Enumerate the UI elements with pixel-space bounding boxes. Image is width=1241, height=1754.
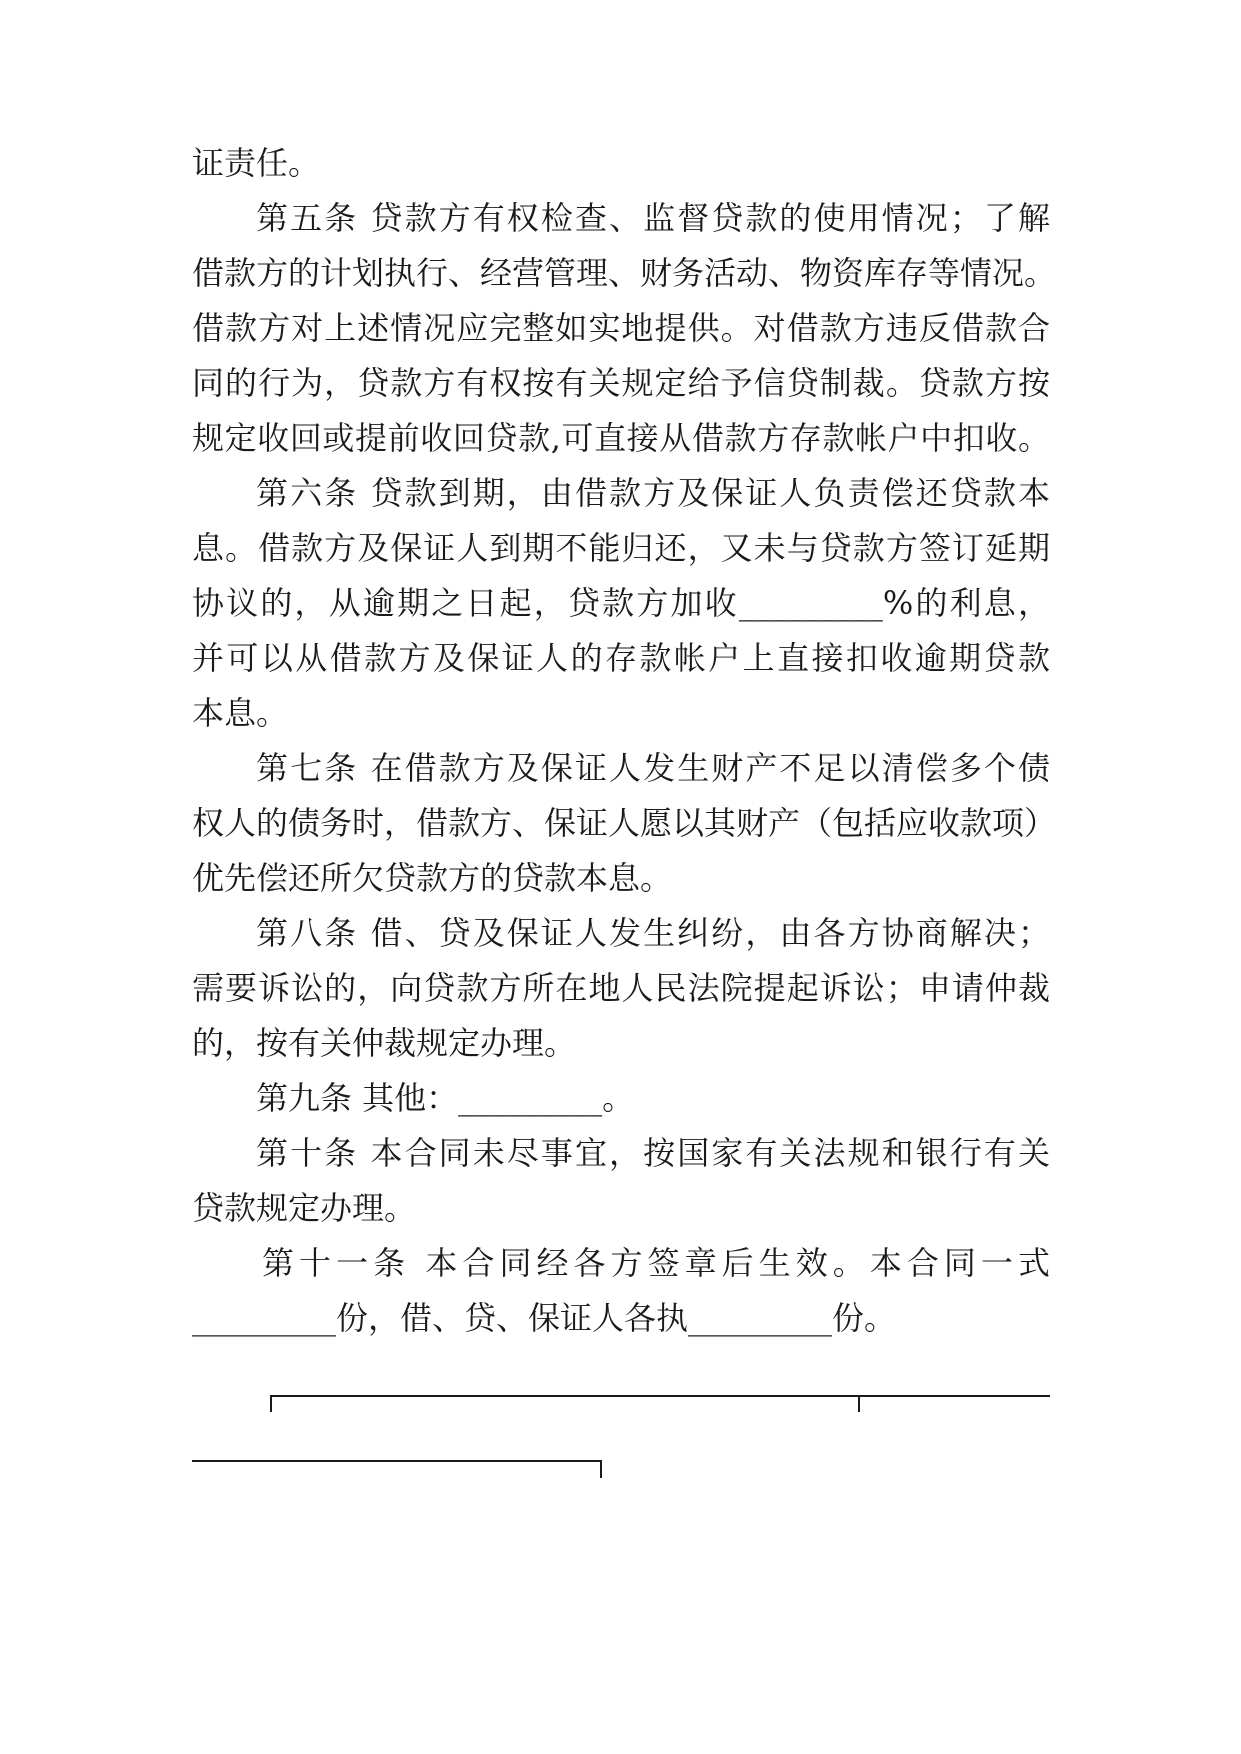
paragraph-line: 借款方对上述情况应完整如实地提供。对借款方违反借款合: [192, 309, 1050, 347]
paragraph-line: 本息。: [192, 694, 289, 732]
article-6-heading-line: 第六条 贷款到期，由借款方及保证人负责偿还贷款本: [256, 474, 1050, 512]
paragraph-line: 贷款规定办理。: [192, 1189, 417, 1227]
paragraph-line: 同的行为，贷款方有权按有关规定给予信贷制裁。贷款方按: [192, 364, 1050, 402]
article-9-heading-line: 第九条 其他：_________。: [256, 1079, 635, 1117]
table-top-border: [270, 1395, 1050, 1397]
table-right-corner: [600, 1460, 602, 1478]
paragraph-line: 协议的，从逾期之日起，贷款方加收_________%的利息，: [192, 584, 1050, 622]
table-bottom-border: [192, 1460, 602, 1462]
article-8-heading-line: 第八条 借、贷及保证人发生纠纷，由各方协商解决；: [256, 914, 1050, 952]
paragraph-line: 证责任。: [192, 144, 321, 182]
paragraph-line: _________份，借、贷、保证人各执_________份。: [192, 1299, 897, 1337]
paragraph-line: 借款方的计划执行、经营管理、财务活动、物资库存等情况。: [192, 254, 1057, 292]
paragraph-line: 息。借款方及保证人到期不能归还，又未与贷款方签订延期: [192, 529, 1050, 567]
table-left-corner: [270, 1395, 272, 1412]
paragraph-line: 需要诉讼的，向贷款方所在地人民法院提起诉讼；申请仲裁: [192, 969, 1050, 1007]
paragraph-line: 的，按有关仲裁规定办理。: [192, 1024, 577, 1062]
paragraph-line: 并可以从借款方及保证人的存款帐户上直接扣收逾期贷款: [192, 639, 1050, 677]
paragraph-line: 规定收回或提前收回贷款,可直接从借款方存款帐户中扣收。: [192, 419, 1050, 457]
article-5-heading-line: 第五条 贷款方有权检查、监督贷款的使用情况；了解: [256, 199, 1050, 237]
article-7-heading-line: 第七条 在借款方及保证人发生财产不足以清偿多个债: [256, 749, 1050, 787]
paragraph-line: 权人的债务时，借款方、保证人愿以其财产（包括应收款项）: [192, 804, 1057, 842]
table-middle-divider: [858, 1395, 860, 1412]
paragraph-line: 优先偿还所欠贷款方的贷款本息。: [192, 859, 673, 897]
article-10-heading-line: 第十条 本合同未尽事宜，按国家有关法规和银行有关: [256, 1134, 1050, 1172]
article-11-heading-line: 第十一条 本合同经各方签章后生效。本合同一式: [262, 1244, 1050, 1282]
